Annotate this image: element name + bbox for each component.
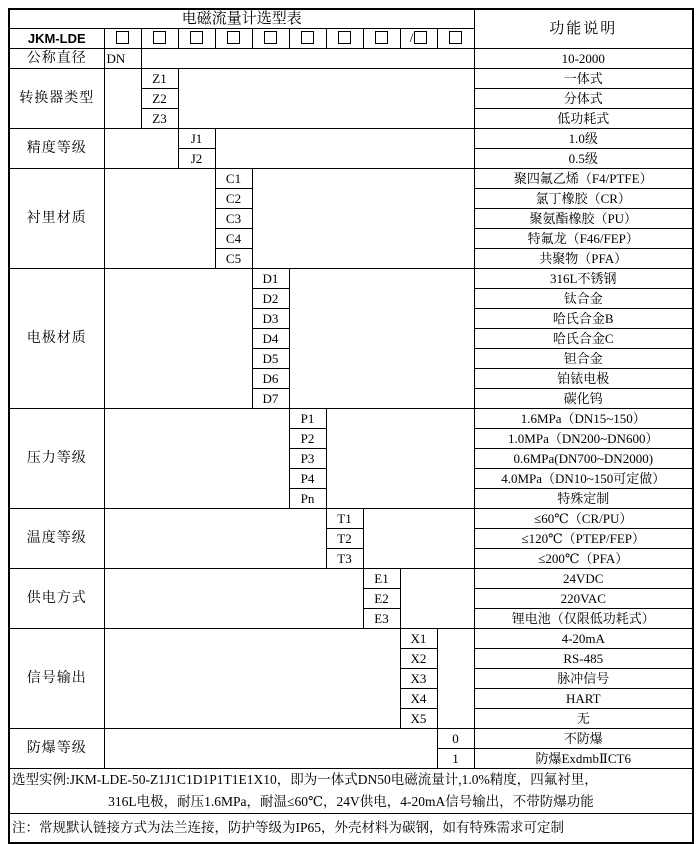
code-cell: Z3 xyxy=(141,109,178,129)
example-line-2: 316L电极，耐压1.6MPa，耐温≤60℃，24V供电，4-20mA信号输出，不带防爆功能 xyxy=(108,794,594,809)
model-checkbox[interactable] xyxy=(264,31,277,44)
model-checkbox[interactable] xyxy=(375,31,388,44)
category-accuracy: 精度等级 xyxy=(9,129,104,169)
table-row xyxy=(9,509,693,529)
code-cell: Pn xyxy=(289,489,326,509)
category-diameter: 公称直径 xyxy=(9,49,104,69)
checkbox-cell-4 xyxy=(215,29,252,49)
code-cell: X5 xyxy=(400,709,437,729)
code-cell: Z1 xyxy=(141,69,178,89)
checkbox-cell-8 xyxy=(363,29,400,49)
code-cell: 0 xyxy=(437,729,474,749)
code-cell: P4 xyxy=(289,469,326,489)
title-row xyxy=(9,9,693,29)
model-checkbox[interactable] xyxy=(338,31,351,44)
desc-cell: 氯丁橡胶（CR） xyxy=(474,189,693,209)
code-cell: T3 xyxy=(326,549,363,569)
desc-cell: RS-485 xyxy=(474,649,693,669)
code-cell: X3 xyxy=(400,669,437,689)
empty-cell xyxy=(104,729,437,769)
table-row xyxy=(9,269,693,289)
code-cell: DN xyxy=(104,49,141,69)
checkbox-cell-6 xyxy=(289,29,326,49)
code-cell: D5 xyxy=(252,349,289,369)
code-cell: T2 xyxy=(326,529,363,549)
model-prefix: JKM-LDE xyxy=(9,29,104,49)
example-row xyxy=(9,769,693,814)
desc-cell: 锂电池（仅限低功耗式） xyxy=(474,609,693,629)
category-converter-type: 转换器类型 xyxy=(9,69,104,129)
category-lining-material: 衬里材质 xyxy=(9,169,104,269)
code-cell: D7 xyxy=(252,389,289,409)
note-row xyxy=(9,814,693,844)
code-cell: X2 xyxy=(400,649,437,669)
checkbox-cell-2 xyxy=(141,29,178,49)
table-row xyxy=(9,569,693,589)
desc-cell: 一体式 xyxy=(474,69,693,89)
empty-cell xyxy=(400,569,474,629)
empty-cell xyxy=(104,509,326,569)
table-row xyxy=(9,629,693,649)
code-cell: J2 xyxy=(178,149,215,169)
code-cell: X1 xyxy=(400,629,437,649)
category-temperature-rating: 温度等级 xyxy=(9,509,104,569)
desc-cell: 聚四氟乙烯（F4/PTFE） xyxy=(474,169,693,189)
desc-cell: 共聚物（PFA） xyxy=(474,249,693,269)
code-cell: D4 xyxy=(252,329,289,349)
code-cell: E3 xyxy=(363,609,400,629)
desc-cell: 无 xyxy=(474,709,693,729)
model-checkbox[interactable] xyxy=(414,31,427,44)
page-title: 电磁流量计选型表 xyxy=(9,9,474,29)
desc-cell: 铂铱电极 xyxy=(474,369,693,389)
desc-cell: 哈氏合金C xyxy=(474,329,693,349)
table-row xyxy=(9,49,693,69)
empty-cell xyxy=(104,269,252,409)
footer-note: 注：常规默认链接方式为法兰连接，防护等级为IP65，外壳材料为碳钢，如有特殊需求可定制 xyxy=(9,814,693,844)
empty-cell xyxy=(104,69,141,129)
code-cell: C2 xyxy=(215,189,252,209)
model-checkbox[interactable] xyxy=(227,31,240,44)
desc-cell: 防爆ExdmbⅡCT6 xyxy=(474,749,693,769)
category-explosion-proof: 防爆等级 xyxy=(9,729,104,769)
code-cell: X4 xyxy=(400,689,437,709)
code-cell: D2 xyxy=(252,289,289,309)
empty-cell xyxy=(178,69,474,129)
empty-cell xyxy=(437,629,474,729)
code-cell: C1 xyxy=(215,169,252,189)
desc-cell: 4.0MPa（DN10~150可定做） xyxy=(474,469,693,489)
code-cell: E1 xyxy=(363,569,400,589)
code-cell: C3 xyxy=(215,209,252,229)
desc-cell: 316L不锈钢 xyxy=(474,269,693,289)
desc-cell: 1.0级 xyxy=(474,129,693,149)
code-cell: Z2 xyxy=(141,89,178,109)
desc-cell: 4-20mA xyxy=(474,629,693,649)
example-line-1: 选型实例:JKM-LDE-50-Z1J1C1D1P1T1E1X10，即为一体式DN50电磁流量计,1.0%精度，四氟衬里， xyxy=(12,772,598,787)
empty-cell xyxy=(252,169,474,269)
desc-cell: ≤200℃（PFA） xyxy=(474,549,693,569)
empty-cell xyxy=(104,629,400,729)
desc-cell: 特氟龙（F46/FEP） xyxy=(474,229,693,249)
desc-cell: 220VAC xyxy=(474,589,693,609)
code-cell: P2 xyxy=(289,429,326,449)
checkbox-cell-3 xyxy=(178,29,215,49)
checkbox-cell-10 xyxy=(437,29,474,49)
function-header: 功能说明 xyxy=(474,9,693,49)
table-row xyxy=(9,129,693,149)
table-row xyxy=(9,69,693,89)
desc-cell: 分体式 xyxy=(474,89,693,109)
desc-cell: 10-2000 xyxy=(474,49,693,69)
model-checkbox[interactable] xyxy=(153,31,166,44)
empty-cell xyxy=(104,169,215,269)
empty-cell xyxy=(104,409,289,509)
model-checkbox[interactable] xyxy=(301,31,314,44)
desc-cell: 不防爆 xyxy=(474,729,693,749)
code-cell: T1 xyxy=(326,509,363,529)
code-cell: J1 xyxy=(178,129,215,149)
code-cell: D6 xyxy=(252,369,289,389)
desc-cell: 1.6MPa（DN15~150） xyxy=(474,409,693,429)
slash-separator: / xyxy=(409,30,414,45)
checkbox-cell-9 xyxy=(400,29,437,49)
category-electrode-material: 电极材质 xyxy=(9,269,104,409)
desc-cell: HART xyxy=(474,689,693,709)
category-power-supply: 供电方式 xyxy=(9,569,104,629)
code-cell: C5 xyxy=(215,249,252,269)
desc-cell: ≤120℃（PTEP/FEP） xyxy=(474,529,693,549)
code-cell: P1 xyxy=(289,409,326,429)
model-checkbox[interactable] xyxy=(116,31,129,44)
category-signal-output: 信号输出 xyxy=(9,629,104,729)
desc-cell: ≤60℃（CR/PU） xyxy=(474,509,693,529)
empty-cell xyxy=(215,129,474,169)
empty-cell xyxy=(104,129,178,169)
table-row xyxy=(9,169,693,189)
code-cell: D1 xyxy=(252,269,289,289)
desc-cell: 低功耗式 xyxy=(474,109,693,129)
empty-cell xyxy=(363,509,474,569)
checkbox-cell-1 xyxy=(104,29,141,49)
code-cell: P3 xyxy=(289,449,326,469)
empty-cell xyxy=(326,409,474,509)
desc-cell: 特殊定制 xyxy=(474,489,693,509)
checkbox-cell-7 xyxy=(326,29,363,49)
model-checkbox[interactable] xyxy=(190,31,203,44)
empty-cell xyxy=(289,269,474,409)
desc-cell: 哈氏合金B xyxy=(474,309,693,329)
table-row xyxy=(9,409,693,429)
desc-cell: 0.6MPa(DN700~DN2000) xyxy=(474,449,693,469)
desc-cell: 钛合金 xyxy=(474,289,693,309)
selection-table xyxy=(8,8,694,844)
code-cell: D3 xyxy=(252,309,289,329)
desc-cell: 聚氨酯橡胶（PU） xyxy=(474,209,693,229)
desc-cell: 钽合金 xyxy=(474,349,693,369)
empty-cell xyxy=(104,569,363,629)
code-cell: C4 xyxy=(215,229,252,249)
desc-cell: 脉冲信号 xyxy=(474,669,693,689)
code-cell: E2 xyxy=(363,589,400,609)
category-pressure-rating: 压力等级 xyxy=(9,409,104,509)
checkbox-cell-5 xyxy=(252,29,289,49)
code-cell: 1 xyxy=(437,749,474,769)
model-checkbox[interactable] xyxy=(449,31,462,44)
desc-cell: 0.5级 xyxy=(474,149,693,169)
table-row xyxy=(9,729,693,749)
desc-cell: 1.0MPa（DN200~DN600） xyxy=(474,429,693,449)
desc-cell: 碳化钨 xyxy=(474,389,693,409)
desc-cell: 24VDC xyxy=(474,569,693,589)
empty-cell xyxy=(141,49,474,69)
selection-example xyxy=(9,769,693,814)
